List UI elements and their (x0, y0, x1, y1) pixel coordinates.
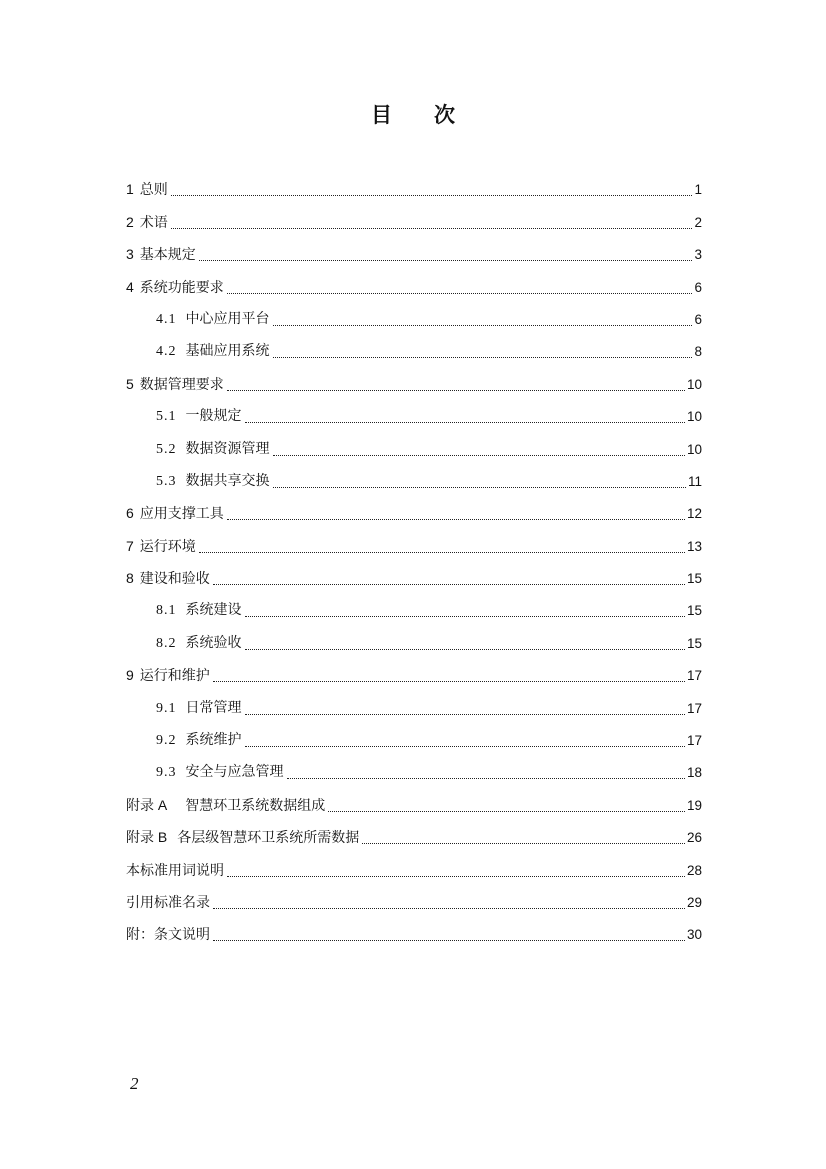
dot-leader (227, 876, 685, 877)
toc-entry-number: 2 (126, 213, 134, 230)
toc-entry[interactable] (126, 172, 702, 204)
toc-entry[interactable] (126, 528, 702, 560)
toc-entry-label (156, 629, 242, 658)
toc-entry-text: 智慧环卫系统数据组成 (185, 797, 326, 814)
dot-leader (273, 455, 685, 456)
toc-entry-number: 7 (126, 537, 134, 554)
toc-entry-number: 3 (126, 246, 134, 263)
toc-entry-text: 系统建设 (185, 602, 242, 619)
toc-entry-page: 3 (694, 247, 702, 263)
toc-entry-text: 附：条文说明 (126, 927, 210, 944)
toc-entry-text: 中心应用平台 (185, 310, 270, 327)
toc-entry-text: 日常管理 (185, 699, 242, 716)
toc-entry-label (156, 758, 284, 787)
toc-entry-text: 数据共享交换 (185, 472, 270, 489)
toc-entry-page: 28 (686, 862, 702, 878)
toc-entry-page: 2 (694, 214, 702, 230)
toc-entry[interactable] (126, 561, 702, 593)
toc-entry[interactable] (126, 885, 702, 917)
toc-entry[interactable] (126, 593, 702, 625)
toc-entry-label (126, 823, 359, 852)
toc-entry[interactable] (126, 852, 702, 884)
toc-entry-text: 系统功能要求 (139, 279, 224, 296)
page-title: 目 次 (371, 103, 455, 127)
toc-entry[interactable] (126, 399, 702, 431)
toc-entry[interactable] (126, 464, 702, 496)
dot-leader (199, 552, 685, 553)
toc-entry[interactable] (126, 820, 702, 852)
toc-entry-page: 12 (686, 506, 702, 522)
dot-leader (171, 228, 693, 229)
toc-entry-text: 系统维护 (185, 732, 242, 749)
toc-entry-label (156, 402, 242, 431)
toc-entry-text: 基本规定 (139, 247, 196, 264)
toc-entry-page: 18 (686, 765, 702, 781)
toc-entry-label (126, 921, 210, 949)
dot-leader (287, 778, 685, 779)
dot-leader (171, 195, 693, 196)
toc-entry-page: 10 (686, 376, 702, 392)
toc-entry-page: 17 (686, 700, 702, 716)
toc-entry-number: 8.2 (156, 635, 177, 651)
toc-entry-number: 5 (126, 375, 134, 392)
toc-entry-number: 5.3 (156, 473, 177, 489)
toc-entry-number: 附录 A (126, 796, 168, 813)
dot-leader (213, 940, 685, 941)
toc-entry-label (156, 435, 270, 464)
toc-entry-number: 8 (126, 570, 134, 587)
dot-leader (227, 390, 685, 391)
toc-entry[interactable] (126, 690, 702, 722)
toc-entry[interactable] (126, 723, 702, 755)
toc-entry-page: 17 (686, 668, 702, 684)
toc-entry-text: 一般规定 (185, 408, 242, 425)
toc-entry-page: 26 (686, 830, 702, 846)
toc-entry-number: 6 (126, 505, 134, 522)
toc-entry-number: 5.2 (156, 441, 177, 457)
toc-entry[interactable] (126, 755, 702, 787)
dot-leader (273, 325, 693, 326)
toc-entry-text: 各层级智慧环卫系统所需数据 (177, 830, 360, 847)
toc-entry[interactable] (126, 334, 702, 366)
toc-entry-page: 17 (686, 733, 702, 749)
toc-entry-page: 10 (686, 409, 702, 425)
toc-entry-label (126, 240, 196, 269)
toc-entry-label (126, 208, 168, 237)
toc-entry-label (156, 337, 270, 366)
toc-entry-label (126, 791, 325, 820)
dot-leader (245, 649, 685, 650)
toc-entry-label (156, 467, 270, 496)
toc-entry-number: 9.2 (156, 733, 177, 749)
toc-entry[interactable] (126, 431, 702, 463)
toc-entry-label (126, 857, 224, 885)
toc-entry-page: 8 (694, 344, 702, 360)
toc-entry-label (126, 273, 224, 302)
toc-entry-text: 基础应用系统 (185, 343, 270, 360)
toc-entry-page: 6 (694, 311, 702, 327)
toc-entry-text: 运行和维护 (139, 668, 210, 685)
toc-entry-label (126, 370, 224, 399)
toc-entry-label (126, 499, 224, 528)
toc-entry-number: 4.1 (156, 311, 177, 327)
dot-leader (227, 519, 685, 520)
toc-entry-number: 9.1 (156, 700, 177, 716)
toc-entry-text: 数据资源管理 (185, 440, 270, 457)
dot-leader (362, 843, 685, 844)
toc-entry-number: 1 (126, 181, 134, 198)
toc-entry-text: 系统验收 (185, 634, 242, 651)
toc-entry[interactable] (126, 302, 702, 334)
toc-entry-page: 15 (686, 603, 702, 619)
toc-entry-page: 11 (687, 473, 702, 489)
dot-leader (227, 293, 693, 294)
toc-entry-page: 30 (686, 927, 702, 943)
toc-entry-label (126, 532, 196, 561)
toc-entry-label (126, 564, 210, 593)
toc-entry-text: 总则 (139, 182, 168, 199)
toc-entry[interactable] (126, 917, 702, 949)
dot-leader (245, 616, 685, 617)
toc-entry-page: 1 (694, 182, 702, 198)
dot-leader (273, 357, 693, 358)
toc-entry[interactable] (126, 625, 702, 657)
toc-entry-text: 数据管理要求 (139, 376, 224, 393)
toc-entry[interactable] (126, 496, 702, 528)
dot-leader (213, 681, 685, 682)
dot-leader (199, 260, 693, 261)
toc-entry[interactable] (126, 204, 702, 236)
toc-entry-text: 运行环境 (139, 538, 196, 555)
toc-entry[interactable] (126, 269, 702, 301)
toc-entry-number: 8.1 (156, 603, 177, 619)
toc-entry-text: 应用支撑工具 (139, 506, 224, 523)
toc-entry-text: 安全与应急管理 (185, 764, 284, 781)
toc-entry-page: 13 (686, 538, 702, 554)
toc-entry-number: 4.2 (156, 344, 177, 360)
table-of-contents (126, 172, 702, 949)
toc-entry-text: 建设和验收 (139, 571, 210, 588)
toc-entry-page: 10 (686, 441, 702, 457)
toc-entry-number: 附录 B (126, 829, 168, 846)
dot-leader (213, 584, 685, 585)
toc-entry-text: 术语 (139, 214, 168, 231)
dot-leader (245, 746, 685, 747)
toc-entry[interactable] (126, 366, 702, 398)
toc-entry-page: 6 (694, 279, 702, 295)
toc-entry-page: 15 (686, 571, 702, 587)
dot-leader (328, 811, 685, 812)
toc-entry-label (156, 305, 270, 334)
toc-entry-label (126, 175, 168, 204)
toc-entry-number: 5.1 (156, 409, 177, 425)
toc-entry-text: 引用标准名录 (126, 894, 210, 911)
dot-leader (245, 422, 685, 423)
toc-entry-text: 本标准用词说明 (126, 862, 224, 879)
dot-leader (213, 908, 685, 909)
toc-entry-label (126, 889, 210, 917)
toc-entry-page: 15 (686, 635, 702, 651)
toc-entry-label (126, 661, 210, 690)
toc-entry-label (156, 726, 242, 755)
toc-entry-label (156, 596, 242, 625)
toc-entry-number: 9.3 (156, 765, 177, 781)
toc-entry[interactable] (126, 787, 702, 819)
toc-entry-page: 29 (686, 894, 702, 910)
toc-entry-label (156, 694, 242, 723)
dot-leader (273, 487, 686, 488)
toc-entry-number: 9 (126, 667, 134, 684)
toc-entry[interactable] (126, 658, 702, 690)
dot-leader (245, 714, 685, 715)
toc-entry-page: 19 (686, 797, 702, 813)
toc-entry[interactable] (126, 237, 702, 269)
page-number: 2 (130, 1074, 139, 1093)
toc-entry-number: 4 (126, 278, 134, 295)
